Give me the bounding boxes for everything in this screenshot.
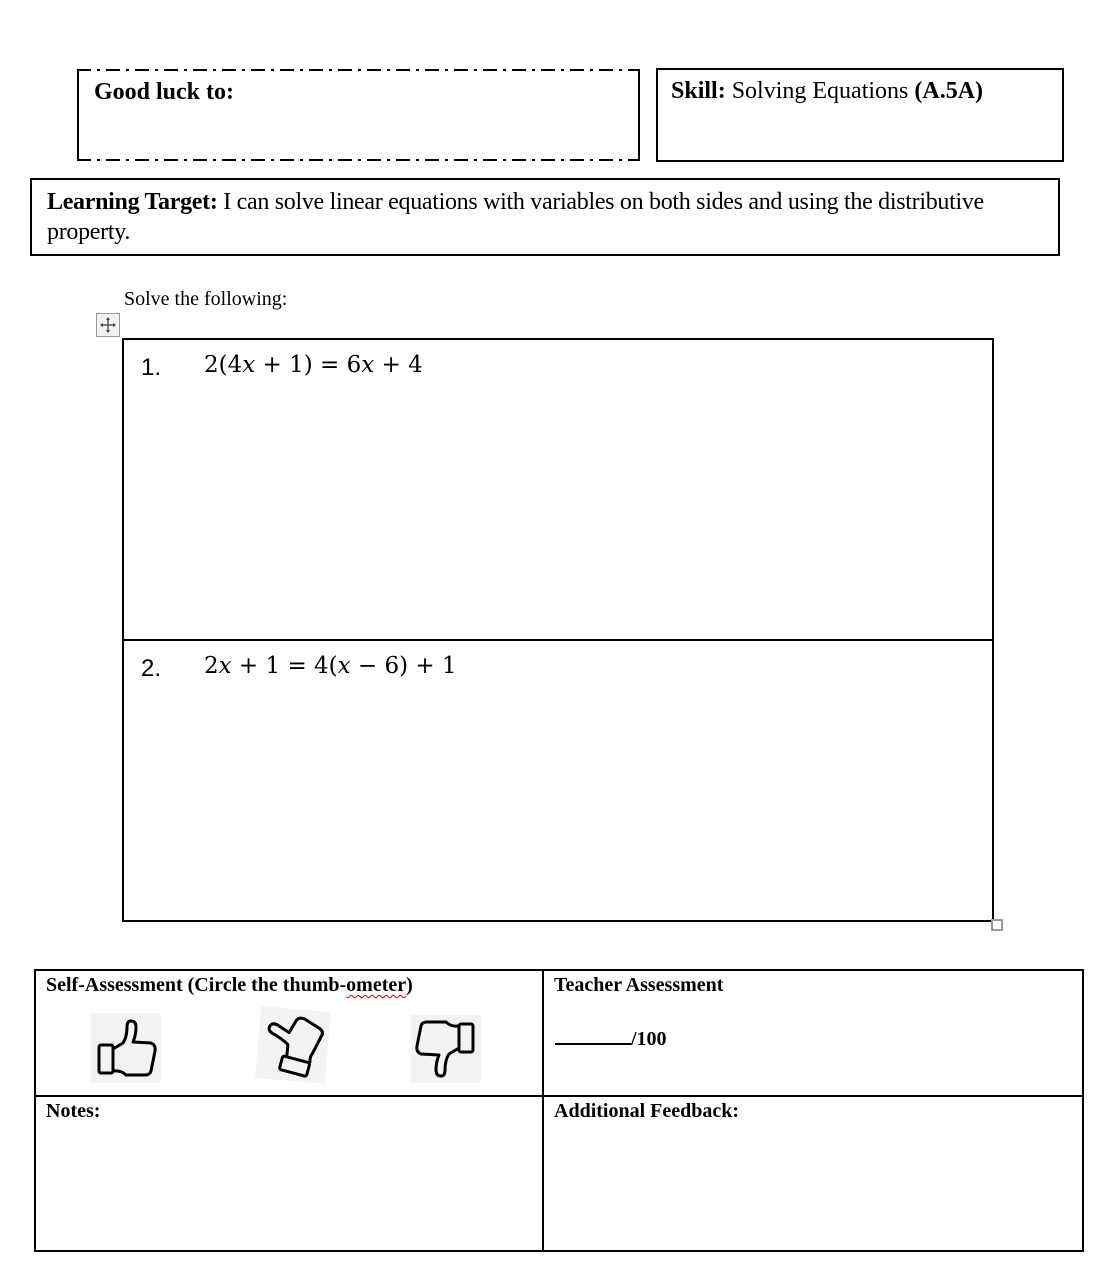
thumbs-sideways-icon <box>257 1009 329 1081</box>
notes-label: Notes: <box>46 1100 101 1122</box>
spellcheck-word[interactable]: ometer <box>346 974 407 996</box>
score-field[interactable] <box>555 1025 667 1051</box>
thumbs-up-icon <box>93 1015 159 1081</box>
additional-feedback-cell[interactable] <box>544 1097 1082 1250</box>
problem-equation: 2𝑥 + 1 = 4(𝑥 − 6) + 1 <box>204 653 457 679</box>
instructions: Solve the following: <box>124 288 288 310</box>
problem-row[interactable] <box>124 340 992 641</box>
self-assessment-label-prefix: Self-Assessment (Circle the thumb- <box>46 974 347 996</box>
learning-target-label: Learning Target: <box>47 189 218 215</box>
skill-box <box>656 68 1064 162</box>
assessment-table <box>34 969 1084 1252</box>
score-suffix: /100 <box>631 1028 667 1050</box>
good-luck-box <box>77 69 640 161</box>
problem-row[interactable] <box>124 641 992 920</box>
skill-code: (A.5A) <box>914 78 984 104</box>
table-resize-handle[interactable] <box>991 919 1003 931</box>
table-move-handle[interactable] <box>96 313 120 337</box>
move-arrows-icon <box>99 316 117 334</box>
problems-table <box>122 338 994 922</box>
thumbs-down-icon <box>413 1016 479 1082</box>
good-luck-label: Good luck to: <box>94 79 235 105</box>
problem-equation: 2(4𝑥 + 1) = 6𝑥 + 4 <box>204 352 423 378</box>
self-assessment-label <box>46 974 413 997</box>
problem-number: 1. <box>141 354 162 381</box>
self-assessment-label-suffix: ) <box>406 974 413 996</box>
learning-target-box <box>30 178 1060 256</box>
thumbs-down-option[interactable] <box>411 1015 481 1083</box>
notes-cell[interactable] <box>36 1097 544 1250</box>
thumbs-up-option[interactable] <box>91 1013 161 1083</box>
learning-target-body: I can solve linear equations with variables on both sides and using the distributive property. <box>47 189 984 245</box>
teacher-assessment-label: Teacher Assessment <box>554 974 724 996</box>
problem-number: 2. <box>141 655 162 682</box>
learning-target-text <box>47 187 998 247</box>
thumbs-sideways-option[interactable] <box>255 1006 331 1084</box>
additional-feedback-label: Additional Feedback: <box>554 1100 740 1122</box>
skill-text <box>671 78 983 105</box>
teacher-assessment-cell <box>544 971 1082 1097</box>
skill-label: Skill: <box>671 78 726 104</box>
skill-name: Solving Equations <box>725 78 915 104</box>
self-assessment-cell <box>36 971 544 1097</box>
score-blank[interactable] <box>555 1025 631 1045</box>
